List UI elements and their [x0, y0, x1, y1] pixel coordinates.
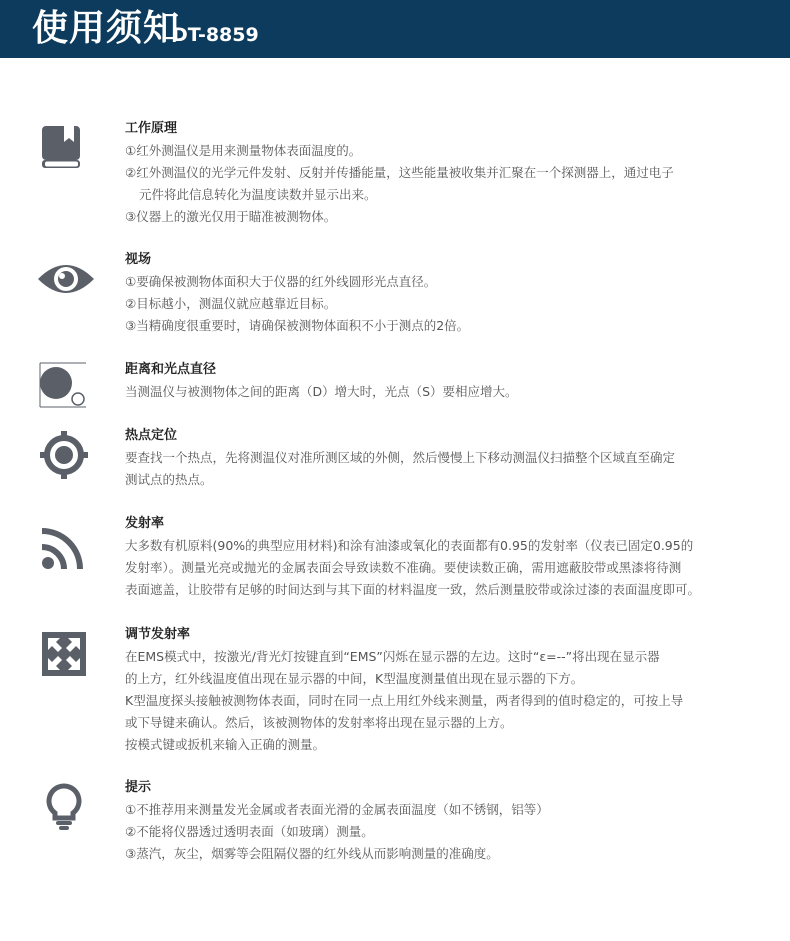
section-line: 测试点的热点。 [125, 472, 213, 487]
section-line: ①红外测温仪是用来测量物体表面温度的。 [125, 143, 362, 158]
section-title: 热点定位 [125, 428, 178, 443]
header-bar [0, 0, 790, 58]
section-line: 大多数有机原料(90%的典型应用材料)和涂有油漆或氧化的表面都有0.95的发射率（仪表已固定0.95的 [125, 538, 694, 553]
section-line: ③仪器上的激光仅用于瞄准被测物体。 [125, 209, 337, 224]
section-title: 视场 [125, 252, 152, 267]
section-title: 工作原理 [125, 121, 178, 136]
section-line: 按模式键或扳机来输入正确的测量。 [125, 737, 326, 752]
section-line: 发射率）。测量光亮或抛光的金属表面会导致读数不准确。要使读数正确，需用遮蔽胶带或黑漆将待测 [125, 560, 682, 575]
section-line: ②目标越小，测温仪就应越靠近目标。 [125, 296, 337, 311]
section-title: 调节发射率 [125, 627, 191, 642]
section-line: ②红外测温仪的光学元件发射、反射并传播能量，这些能量被收集并汇聚在一个探测器上，通过电子 [125, 165, 674, 180]
section-line: 在EMS模式中，按激光/背光灯按键直到“EMS”闪烁在显示器的左边。这时“ε=--”将出现在显示器 [125, 649, 660, 664]
section-line: ①要确保被测物体面积大于仪器的红外线圆形光点直径。 [125, 274, 437, 289]
section-line: 元件将此信息转化为温度读数并显示出来。 [139, 187, 377, 202]
section-title: 距离和光点直径 [125, 362, 217, 377]
adjust-arrows-icon [40, 630, 88, 678]
radiation-signal-icon [40, 523, 88, 571]
section-line: 的上方，红外线温度值出现在显示器的中间，K型温度测量值出现在显示器的下方。 [125, 671, 584, 686]
section-line: 当测温仪与被测物体之间的距离（D）增大时，光点（S）要相应增大。 [125, 384, 518, 399]
page-title: 使用须知 [32, 8, 181, 49]
eye-icon [36, 255, 96, 303]
lightbulb-icon [40, 783, 88, 831]
section-line: 或下导键来确认。然后，该被测物体的发射率将出现在显示器的上方。 [125, 715, 513, 730]
section-line: 表面遮盖，让胶带有足够的时间达到与其下面的材料温度一致，然后测量胶带或涂过漆的表面温度即可。 [125, 582, 701, 597]
model-number: DT-8859 [172, 24, 259, 46]
book-icon [38, 124, 86, 172]
section-line: ③当精确度很重要时，请确保被测物体面积不小于测点的2倍。 [125, 318, 470, 333]
section-line: ③蒸汽，灰尘，烟雾等会阻隔仪器的红外线从而影响测量的准确度。 [125, 846, 499, 861]
section-line: ②不能将仪器透过透明表面（如玻璃）测量。 [125, 824, 374, 839]
section-line: ①不推荐用来测量发光金属或者表面光滑的金属表面温度（如不锈钢，铝等） [125, 802, 549, 817]
section-line: K型温度探头接触被测物体表面，同时在同一点上用红外线来测量，两者得到的值时稳定的，可按上导 [125, 693, 684, 708]
crosshair-target-icon [40, 431, 88, 479]
section-line: 要查找一个热点，先将测温仪对准所测区域的外侧，然后慢慢上下移动测温仪扫描整个区域直至确定 [125, 450, 676, 465]
spot-size-icon [38, 361, 86, 409]
section-title: 提示 [125, 780, 152, 795]
section-title: 发射率 [125, 516, 165, 531]
